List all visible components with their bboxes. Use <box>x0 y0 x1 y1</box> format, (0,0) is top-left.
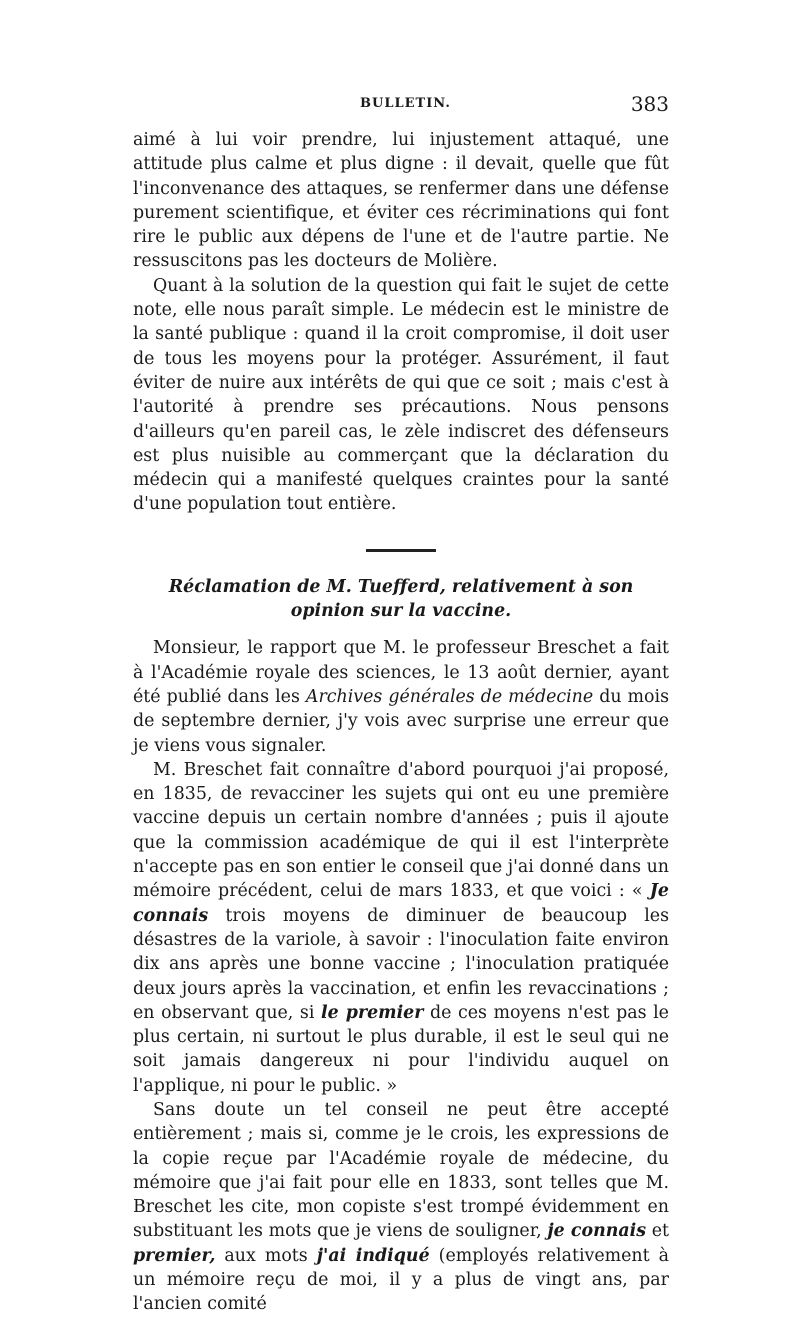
text-run: et <box>646 1221 669 1242</box>
text-run: aux mots <box>215 1245 317 1266</box>
paragraph-letter-opening <box>133 636 669 757</box>
paragraph-solution: Quant à la solution de la question qui fait le sujet de cette note, elle nous paraît simple. Le médecin est le ministre de la santé publique : quand il la croit compromise, il doit user de tous les moyens pour la protéger. Assurément, il faut éviter de nuire aux intérêts de qui que ce soit ; mais c'est à l'autorité à prendre ses précautions. Nous pensons d'ailleurs qu'en pareil cas, le zèle indiscret des défenseurs est plus nuisible au commerçant que la déclaration du médecin qui a manifesté quelques craintes pour la santé d'une population tout entière. <box>133 275 669 515</box>
paragraph-correction <box>133 1098 669 1317</box>
section-title: Réclamation de M. Tuefferd, relativement à son opinion sur la vaccine. <box>168 576 634 622</box>
text-run: M. Breschet fait connaître d'abord pourquoi j'ai proposé, en 1835, de revacciner les sujets qui ont eu une première vaccine depuis un certain nombre d'années ; puis il ajoute que la commission académique de qui il est l'interprète n'accepte pas en son entier le conseil que j'ai donné dans un mémoire précédent, celui de mars 1833, et que voici : « <box>133 759 669 902</box>
page-number: 383 <box>630 92 669 116</box>
book-page <box>133 92 669 1317</box>
journal-title: Archives générales de médecine <box>305 686 594 707</box>
section-divider <box>366 549 436 552</box>
text-run: Sans doute un tel conseil ne peut être accepté entièrement ; mais si, comme je le crois, les expressions de la copie reçue par l'Académie royale de médecine, du mémoire que j'ai fait pour elle en 1833, sont telles que M. Breschet les cite, mon copiste s'est trompé évidemment en substituant les mots que je viens de souligner, <box>133 1099 669 1242</box>
text-run: de ces moyens n'est pas le plus certain, ni surtout le plus durable, il est le seul qui ne soit jamais dangereux ni pour l'individu auquel on l'applique, ni pour le public. » <box>133 1002 669 1096</box>
paragraph-breschet <box>133 758 669 1098</box>
text-run: du mois de septembre dernier, j'y vois avec surprise une erreur que je viens vous signaler. <box>133 686 669 756</box>
paragraph-continued: aimé à lui voir prendre, lui injustement attaqué, une attitude plus calme et plus digne : il devait, quelle que fût l'inconvenance des attaques, se renfermer dans une défense purement scientifique, et éviter ces récriminations qui font rire le public aux dépens de l'une et de l'autre partie. Ne ressuscitons pas les docteurs de Molière. <box>133 130 669 272</box>
emphasis-text: Je connais <box>133 881 669 926</box>
emphasis-text: je connais <box>547 1221 647 1242</box>
running-head <box>133 92 669 128</box>
text-run: (employés relativement à un mémoire reçu de moi, il y a plus de vingt ans, par l'ancien comité <box>133 1245 669 1315</box>
text-run: trois moyens de diminuer de beaucoup les désastres de la variole, à savoir : l'inoculation faite environ dix ans après une bonne vaccine ; l'inoculation pratiquée deux jours après la vaccination, et enfin les revaccinations ; en observant que, si <box>133 905 669 1023</box>
emphasis-text: j'ai indiqué <box>316 1245 430 1266</box>
text-run: Monsieur, le rapport que M. le professeur Breschet a fait à l'Académie royale des sciences, le 13 août dernier, ayant été publié dans les <box>133 638 669 707</box>
running-title: BULLETIN. <box>360 96 451 111</box>
emphasis-text: premier, <box>133 1245 216 1266</box>
emphasis-text: le premier <box>321 1002 424 1023</box>
